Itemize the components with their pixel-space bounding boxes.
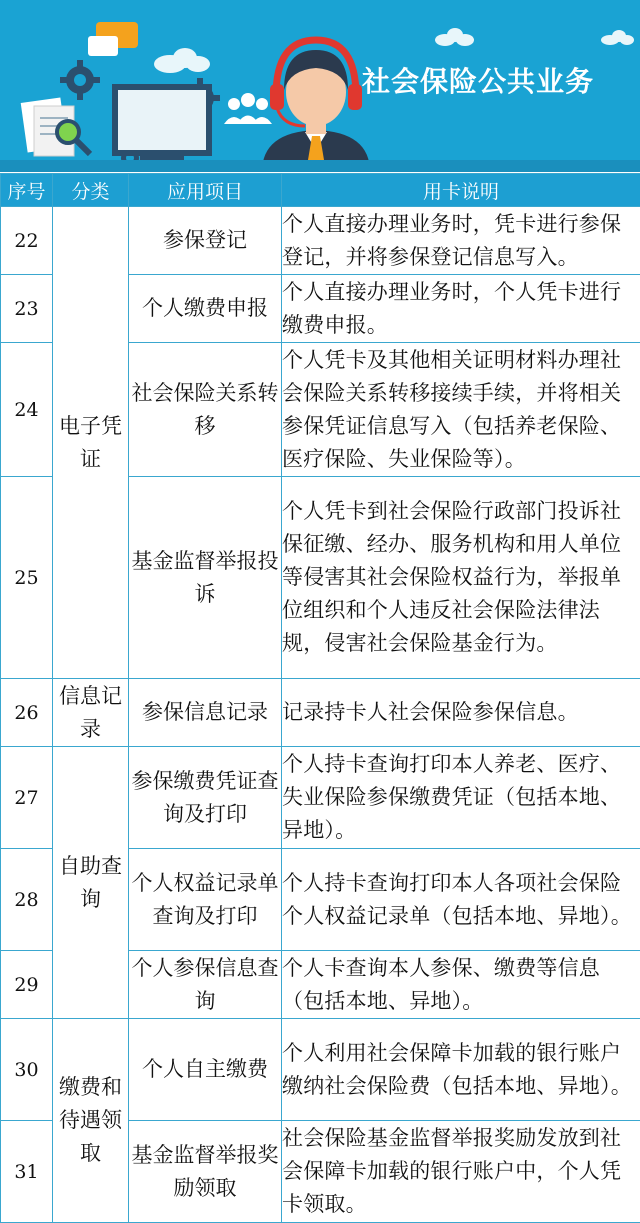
desc-cell: 记录持卡人社会保险参保信息。 [282, 679, 640, 747]
desc-cell: 个人直接办理业务时，凭卡进行参保登记，并将参保登记信息写入。 [282, 207, 640, 275]
desc-cell: 个人利用社会保障卡加载的银行账户缴纳社会保险费（包括本地、异地）。 [282, 1019, 640, 1121]
item-cell: 个人缴费申报 [129, 275, 282, 343]
row-number: 24 [1, 343, 53, 477]
category-cell: 缴费和待遇领取 [53, 1019, 129, 1223]
header-desc: 用卡说明 [282, 174, 640, 207]
item-cell: 个人权益记录单查询及打印 [129, 849, 282, 951]
desc-cell: 个人直接办理业务时，个人凭卡进行缴费申报。 [282, 275, 640, 343]
header-seq: 序号 [1, 174, 53, 207]
row-number: 26 [1, 679, 53, 747]
table-row [1, 679, 640, 747]
row-number: 30 [1, 1019, 53, 1121]
row-number: 31 [1, 1121, 53, 1223]
monitor-icon [112, 84, 212, 162]
chat-bubble-icon [88, 22, 138, 56]
table-row [1, 207, 640, 275]
banner-stripe [0, 160, 640, 172]
header-banner [0, 0, 640, 172]
item-cell: 参保缴费凭证查询及打印 [129, 747, 282, 849]
row-number: 29 [1, 951, 53, 1019]
header-item: 应用项目 [129, 174, 282, 207]
desc-cell: 个人持卡查询打印本人各项社会保险个人权益记录单（包括本地、异地）。 [282, 849, 640, 951]
desc-cell: 个人凭卡及其他相关证明材料办理社会保险关系转移接续手续，并将相关参保凭证信息写入（包括养老保险、医疗保险、失业保险等）。 [282, 343, 640, 477]
documents-icon [21, 97, 90, 156]
item-cell: 参保信息记录 [129, 679, 282, 747]
item-cell: 个人自主缴费 [129, 1019, 282, 1121]
row-number: 22 [1, 207, 53, 275]
item-cell: 基金监督举报奖励领取 [129, 1121, 282, 1223]
category-cell: 自助查询 [53, 747, 129, 1019]
desc-cell: 个人凭卡到社会保险行政部门投诉社保征缴、经办、服务机构和用人单位等侵害其社会保险权益行为，举报单位组织和个人违反社会保险法律法规，侵害社会保险基金行为。 [282, 477, 640, 679]
category-cell: 信息记录 [53, 679, 129, 747]
table-row [1, 1019, 640, 1121]
item-cell: 个人参保信息查询 [129, 951, 282, 1019]
item-cell: 参保登记 [129, 207, 282, 275]
row-number: 27 [1, 747, 53, 849]
header-category: 分类 [53, 174, 129, 207]
customer-service-agent-icon [262, 40, 370, 172]
table-header-row [1, 174, 640, 207]
item-cell: 社会保险关系转移 [129, 343, 282, 477]
item-cell: 基金监督举报投诉 [129, 477, 282, 679]
desc-cell: 社会保险基金监督举报奖励发放到社会保障卡加载的银行账户中，个人凭卡领取。 [282, 1121, 640, 1223]
desc-cell: 个人持卡查询打印本人养老、医疗、失业保险参保缴费凭证（包括本地、异地）。 [282, 747, 640, 849]
users-icon [224, 93, 272, 124]
table-row [1, 747, 640, 849]
category-cell: 电子凭证 [53, 207, 129, 679]
row-number: 25 [1, 477, 53, 679]
service-table [0, 173, 640, 1223]
desc-cell: 个人卡查询本人参保、缴费等信息（包括本地、异地）。 [282, 951, 640, 1019]
row-number: 28 [1, 849, 53, 951]
banner-title: 社会保险公共业务 [362, 60, 594, 100]
row-number: 23 [1, 275, 53, 343]
